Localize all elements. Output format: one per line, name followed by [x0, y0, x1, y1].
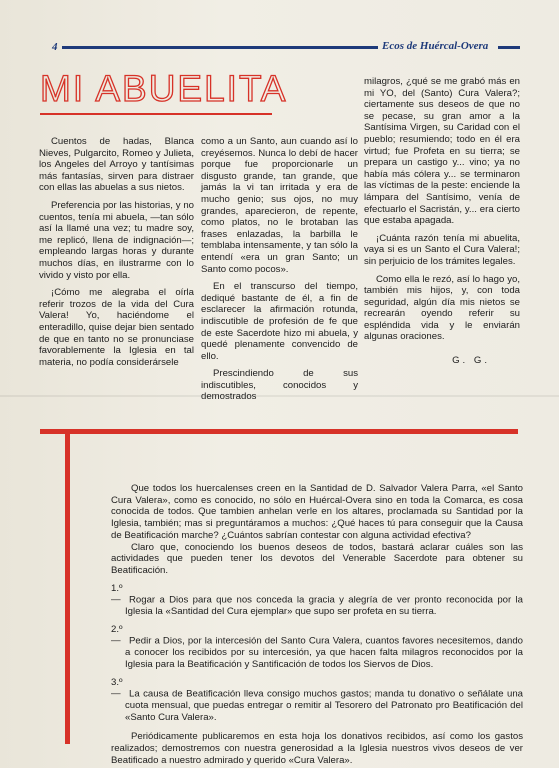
paragraph: milagros, ¿qué se me grabó más en mi YO, del (Santo) Cura Valera?; ciertamente sus deseos de que no se pecase, su gran amor a la Santísima Virgen, su Caridad con el pueblo; resumiendo; todo en él era virtud; fue Profeta en su tierra; se prepara un castigo y... vino; ya no había más cólera y... se terminaron las víctimas de la peste: enciende la lámpara del Santísimo, venía de efectuarlo el Sacristán, y... era cierto que estaba apagada.	[364, 76, 520, 227]
notice-text	[111, 483, 523, 766]
notice-item	[111, 677, 523, 724]
notice-top-bar	[40, 429, 518, 434]
article-title: MI ABUELITA	[40, 68, 288, 109]
notice-paragraph: Que todos los huercalenses creen en la Santidad de D. Salvador Valera Parra, «el Santo Cura Valera», como es conocido, no sólo en Huércal-Overa sino en toda la Comarca, es cosa conocida de todos. Que tambien anhelan verle en los altares, proclamada su Santidad por la Iglesia, también; mas si preguntáramos a muchos: ¿Qué haces tú para conseguir que la Causa de Beatificación marche? ¿Cuántos sabrían contestar con alguna actividad efectiva?	[111, 483, 523, 541]
item-text: Pedir a Dios, por la intercesión del Santo Cura Valera, cuantos favores necesitemos, dando a conocer los recibidos por su intercesión, ya que hacen falta milagros reconocidos por la Iglesia para la Beatificación y Santificación de todos los Siervos de Dios.	[125, 635, 523, 670]
paragraph: En el transcurso del tiempo, dediqué bastante de él, a fin de esclarecer la afirmación rotunda, indiscutible de profesión de fe que de este Sacerdote hizo mi abuela, y quedé plenamente convencido de ello.	[201, 281, 358, 362]
page-number: 4	[52, 41, 58, 53]
paragraph: Cuentos de hadas, Blanca Nieves, Pulgarcito, Romeo y Julieta, los Angeles del Arroyo y tantísimas más fantasías, sirven para distraer con ellas las abuelas a sus nietos.	[39, 136, 194, 194]
notice-paragraph: Claro que, conociendo los buenos deseos de todos, bastará aclarar cuáles son las actividades que pueden tener los devotos del Venerable Sacerdote para obtener su Beatificación.	[111, 541, 523, 576]
paragraph: ¡Cómo me alegraba el oírla referir trozos de la vida del Cura Valera! Yo, haciéndome el enteradillo, quise dejar bien sentado de que en tanto no se pronunciase favorablemente la Iglesia en tal materia, no podía considerársele	[39, 287, 194, 368]
magazine-title: Ecos de Huércal-Overa	[382, 40, 489, 52]
notice-left-bar	[65, 429, 70, 744]
header-rule-left	[62, 46, 378, 49]
item-number: 3.º—	[111, 676, 123, 700]
paragraph: Preferencia por las historias, y no cuentos, tenía mi abuela, —tan sólo así la llamé una vez; tu madre soy, me replicó, llena de indignación—; empleando largas horas y durante muchos días, en ilustrarme con lo vivido y visto por ella.	[39, 199, 194, 281]
paragraph: como a un Santo, aun cuando así lo creyésemos. Nunca lo debí de hacer porque fue proporcionarle un disgusto grande, tan grande, que jamás la vi tan irritada y era de mucho genio; sus ojos, no muy grandes, aparecieron, de repente, como platos, no le brotaban las frases enlazadas, la barbilla le temblaba intensamente, y tan sólo la entendí «era un gran Santo; un Santo como pocos».	[201, 136, 358, 275]
item-number: 2.º—	[111, 623, 123, 647]
notice-item	[111, 624, 523, 671]
article-column-1	[39, 136, 194, 368]
article-column-3	[364, 76, 520, 367]
notice-paragraph: Periódicamente publicaremos en esta hoja los donativos recibidos, así como los gastos realizados; demostremos con nuestra generosidad a la Iglesia nuestros vivos deseos de ver Beatificado a nuestro admirado y querido «Cura Valera».	[111, 731, 523, 766]
paragraph: Prescindiendo de sus indiscutibles, conocidos y demostrados	[201, 368, 358, 403]
item-number: 1.º—	[111, 582, 123, 606]
article-column-2	[201, 136, 358, 403]
item-text: La causa de Beatificación lleva consigo muchos gastos; manda tu donativo o señálate una cuota mensual, que puedas entregar o remitir al Tesorero del Patronato pro Beatificación del «Santo Cura Valera».	[125, 688, 523, 723]
paragraph: Como ella le rezó, así lo hago yo, también mis hijos, y, con toda seguridad, algún día mis nietos se recrearán oyendo referir su espléndida vida y le enviarán algunas oraciones.	[364, 273, 520, 343]
item-text: Rogar a Dios para que nos conceda la gracia y alegría de ver pronto reconocida por la Iglesia la «Santidad del Cura ejemplar» que supo ser profeta en su tierra.	[125, 594, 523, 618]
author-signature: G. G.	[452, 355, 490, 367]
paragraph: ¡Cuánta razón tenía mi abuelita, vaya si es un Santo el Cura Valera!; sin perjuicio de los trámites legales.	[364, 232, 520, 267]
header-rule-right	[498, 46, 520, 49]
title-underline	[40, 113, 272, 115]
notice-item	[111, 583, 523, 618]
